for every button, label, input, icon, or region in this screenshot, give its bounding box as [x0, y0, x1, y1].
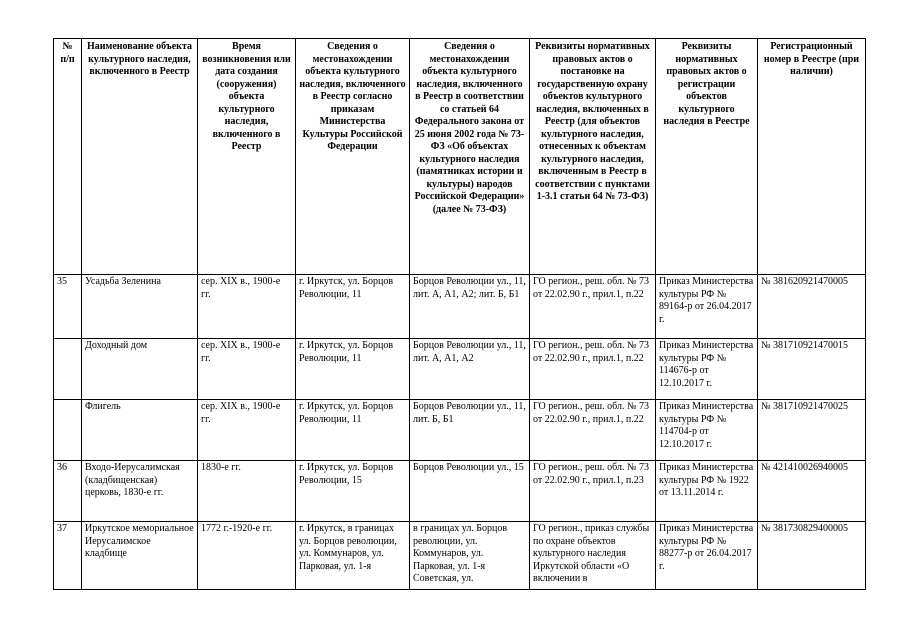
registration-acts: Приказ Министерства культуры РФ № 114676-р от 12.10.2017 г.	[656, 339, 758, 400]
row-number: 37	[54, 522, 82, 590]
registration-acts: Приказ Министерства культуры РФ № 114704-р от 12.10.2017 г.	[656, 400, 758, 461]
registration-number: № 381710921470015	[758, 339, 866, 400]
protection-acts: ГО регион., реш. обл. № 73 от 22.02.90 г., прил.1, п.22	[530, 339, 656, 400]
object-name: Усадьба Зеленина	[82, 275, 198, 339]
row-number: 36	[54, 461, 82, 522]
table-row	[54, 400, 866, 461]
location-order: г. Иркутск, ул. Борцов Революции, 11	[296, 400, 410, 461]
location-order: г. Иркутск, ул. Борцов Революции, 15	[296, 461, 410, 522]
registration-acts: Приказ Министерства культуры РФ № 88277-р от 26.04.2017 г.	[656, 522, 758, 590]
location-law: Борцов Революции ул., 11, лит. А, А1, А2	[410, 339, 530, 400]
protection-acts: ГО регион., реш. обл. № 73 от 22.02.90 г., прил.1, п.22	[530, 400, 656, 461]
location-order: г. Иркутск, ул. Борцов Революции, 11	[296, 339, 410, 400]
row-number	[54, 339, 82, 400]
creation-time: 1830-е гг.	[198, 461, 296, 522]
registration-acts: Приказ Министерства культуры РФ № 1922 от 13.11.2014 г.	[656, 461, 758, 522]
header-location-order: Сведения о местонахождении объекта культурного наследия, включенного в Реестр согласно приказам Министерства Культуры Российской Федерации	[296, 39, 410, 275]
protection-acts: ГО регион., приказ службы по охране объектов культурного наследия Иркутской области «О включении в	[530, 522, 656, 590]
registration-acts: Приказ Министерства культуры РФ № 89164-р от 26.04.2017 г.	[656, 275, 758, 339]
protection-acts: ГО регион., реш. обл. № 73 от 22.02.90 г., прил.1, п.22	[530, 275, 656, 339]
location-law: Борцов Революции ул., 15	[410, 461, 530, 522]
table-row	[54, 339, 866, 400]
header-location-law: Сведения о местонахождении объекта культурного наследия, включенного в Реестр в соответствии со статьей 64 Федерального закона от 25 июня 2002 года № 73-ФЗ «Об объектах культурного наследия (памятниках истории и культуры) народов Российской Федерации» (далее № 73-ФЗ)	[410, 39, 530, 275]
header-protection-acts: Реквизиты нормативных правовых актов о постановке на государственную охрану объектов культурного наследия, включенных в Реестр (для объектов культурного наследия, отнесенных к объектам культурного наследия, включенным в Реестр в соответствии с пунктами 1-3.1 статьи 64 № 73-ФЗ)	[530, 39, 656, 275]
object-name: Флигель	[82, 400, 198, 461]
object-name: Входо-Иерусалимская (кладбищенская) церковь, 1830-е гг.	[82, 461, 198, 522]
object-name: Иркутское мемориальное Иерусалимское кладбище	[82, 522, 198, 590]
creation-time: сер. XIX в., 1900-е гг.	[198, 339, 296, 400]
registration-number: № 381730829400005	[758, 522, 866, 590]
object-name: Доходный дом	[82, 339, 198, 400]
header-registration-acts: Реквизиты нормативных правовых актов о регистрации объектов культурного наследия в Реестре	[656, 39, 758, 275]
creation-time: 1772 г.-1920-е гг.	[198, 522, 296, 590]
location-law: Борцов Революции ул., 11, лит. Б, Б1	[410, 400, 530, 461]
heritage-register-table	[53, 38, 866, 590]
table-row	[54, 461, 866, 522]
header-object-name: Наименование объекта культурного наследия, включенного в Реестр	[82, 39, 198, 275]
registration-number: № 421410026940005	[758, 461, 866, 522]
location-law: Борцов Революции ул., 11, лит. А, А1, А2; лит. Б, Б1	[410, 275, 530, 339]
header-creation-time: Время возникновения или дата создания (сооружения) объекта культурного наследия, включенного в Реестр	[198, 39, 296, 275]
table-row	[54, 522, 866, 590]
registration-number: № 381620921470005	[758, 275, 866, 339]
registration-number: № 381710921470025	[758, 400, 866, 461]
row-number	[54, 400, 82, 461]
location-order: г. Иркутск, ул. Борцов Революции, 11	[296, 275, 410, 339]
row-number: 35	[54, 275, 82, 339]
header-registration-number: Регистрационный номер в Реестре (при наличии)	[758, 39, 866, 275]
location-order: г. Иркутск, в границах ул. Борцов революции, ул. Коммунаров, ул. Парковая, ул. 1-я	[296, 522, 410, 590]
creation-time: сер. XIX в., 1900-е гг.	[198, 275, 296, 339]
table-header-row	[54, 39, 866, 275]
header-number: № п/п	[54, 39, 82, 275]
location-law: в границах ул. Борцов революции, ул. Коммунаров, ул. Парковая, ул. 1-я Советская, ул.	[410, 522, 530, 590]
heritage-register-page	[53, 38, 865, 590]
creation-time: сер. XIX в., 1900-е гг.	[198, 400, 296, 461]
table-row	[54, 275, 866, 339]
protection-acts: ГО регион., реш. обл. № 73 от 22.02.90 г., прил.1, п.23	[530, 461, 656, 522]
